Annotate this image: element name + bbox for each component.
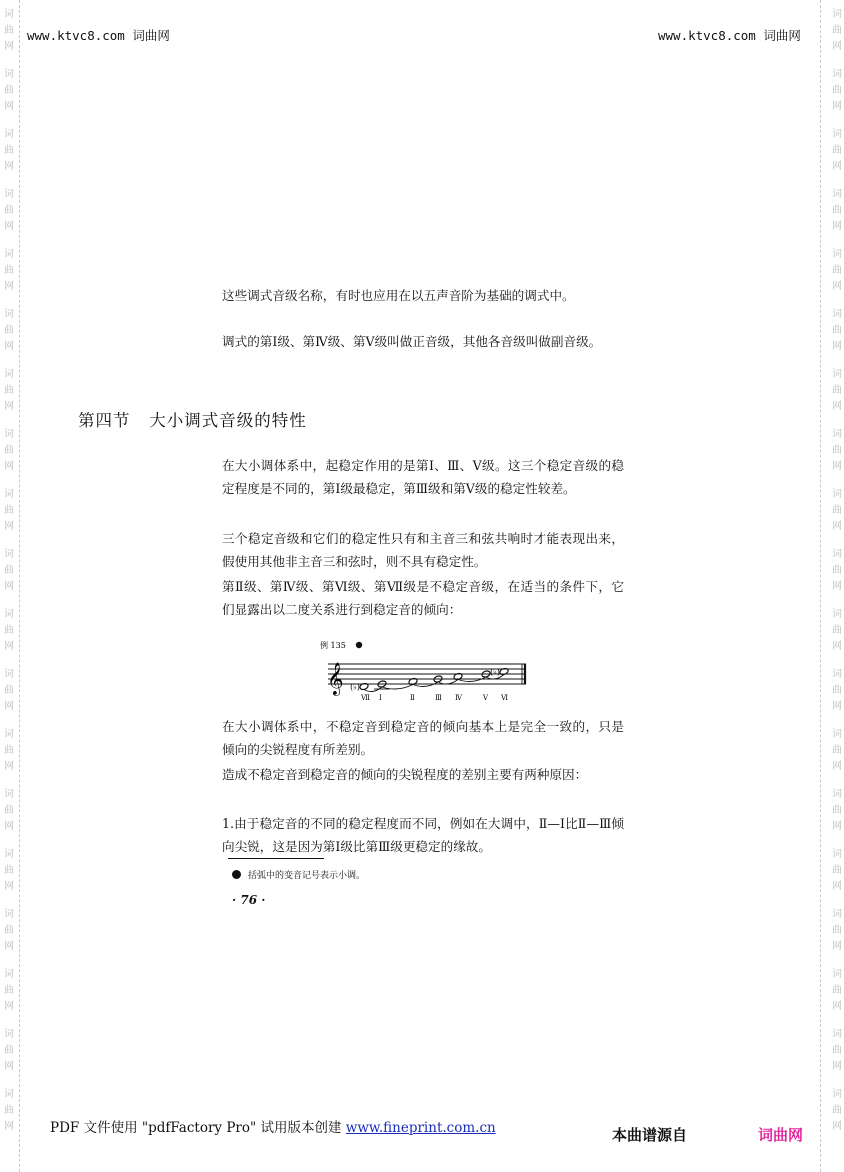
watermark-char: 曲 bbox=[4, 505, 14, 516]
watermark-char: 网 bbox=[832, 281, 842, 292]
watermark-char: 词 bbox=[832, 1089, 842, 1100]
watermark-char: 网 bbox=[4, 881, 14, 892]
watermark-char: 网 bbox=[4, 641, 14, 652]
watermark-char: 网 bbox=[832, 821, 842, 832]
watermark-char: 网 bbox=[832, 881, 842, 892]
watermark-char: 网 bbox=[832, 1061, 842, 1072]
right-watermark-column bbox=[826, 0, 844, 1172]
watermark-char: 网 bbox=[832, 521, 842, 532]
watermark-char: 曲 bbox=[832, 85, 842, 96]
header-left-url[interactable]: www.ktvc8.com bbox=[27, 28, 125, 43]
watermark-char: 曲 bbox=[4, 445, 14, 456]
watermark-char: 词 bbox=[832, 429, 842, 440]
watermark-char: 曲 bbox=[832, 145, 842, 156]
watermark-char: 网 bbox=[4, 461, 14, 472]
watermark-char: 曲 bbox=[832, 1045, 842, 1056]
degree-label: Ⅶ bbox=[361, 694, 371, 702]
paragraph-6: 在大小调体系中，不稳定音到稳定音的倾向基本上是完全一致的，只是倾向的尖锐程度有所差别。 bbox=[222, 719, 624, 757]
watermark-char: 词 bbox=[832, 249, 842, 260]
watermark-char: 曲 bbox=[4, 565, 14, 576]
header-right-url[interactable]: www.ktvc8.com bbox=[658, 28, 756, 43]
flat-accidental: (♭) bbox=[490, 667, 501, 677]
degree-label: Ⅵ bbox=[501, 694, 509, 702]
watermark-char: 词 bbox=[4, 729, 14, 740]
pdf-notice: PDF 文件使用 "pdfFactory Pro" 试用版本创建 bbox=[50, 1120, 342, 1136]
watermark-char: 网 bbox=[832, 1001, 842, 1012]
watermark-char: 网 bbox=[4, 41, 14, 52]
watermark-char: 词 bbox=[832, 369, 842, 380]
watermark-char: 曲 bbox=[4, 985, 14, 996]
watermark-char: 网 bbox=[4, 581, 14, 592]
watermark-char: 网 bbox=[832, 101, 842, 112]
treble-clef-icon: 𝄞 bbox=[327, 662, 344, 695]
watermark-char: 词 bbox=[4, 429, 14, 440]
watermark-char: 网 bbox=[4, 1001, 14, 1012]
watermark-char: 曲 bbox=[4, 1045, 14, 1056]
watermark-char: 网 bbox=[4, 281, 14, 292]
watermark-char: 网 bbox=[4, 1121, 14, 1132]
watermark-char: 词 bbox=[4, 849, 14, 860]
watermark-char: 网 bbox=[832, 581, 842, 592]
watermark-char: 网 bbox=[832, 461, 842, 472]
watermark-char: 词 bbox=[4, 249, 14, 260]
watermark-char: 词 bbox=[4, 309, 14, 320]
watermark-char: 曲 bbox=[832, 625, 842, 636]
degree-label: Ⅳ bbox=[455, 694, 462, 702]
watermark-char: 词 bbox=[832, 69, 842, 80]
watermark-char: 网 bbox=[832, 701, 842, 712]
watermark-char: 词 bbox=[4, 189, 14, 200]
watermark-char: 曲 bbox=[4, 625, 14, 636]
watermark-char: 词 bbox=[832, 909, 842, 920]
watermark-char: 词 bbox=[4, 9, 14, 20]
watermark-char: 词 bbox=[832, 729, 842, 740]
watermark-char: 曲 bbox=[4, 85, 14, 96]
watermark-char: 网 bbox=[4, 521, 14, 532]
watermark-char: 网 bbox=[832, 341, 842, 352]
paragraph-2: 调式的第Ⅰ级、第Ⅳ级、第Ⅴ级叫做正音级，其他各音级叫做副音级。 bbox=[222, 334, 602, 349]
music-example bbox=[318, 634, 530, 704]
degree-label: Ⅱ bbox=[410, 694, 415, 702]
degree-label: Ⅴ bbox=[483, 694, 489, 702]
watermark-char: 曲 bbox=[4, 865, 14, 876]
watermark-char: 词 bbox=[832, 849, 842, 860]
slur bbox=[382, 685, 413, 690]
watermark-char: 词 bbox=[4, 1089, 14, 1100]
paragraph-5: 第Ⅱ级、第Ⅳ级、第Ⅵ级、第Ⅶ级是不稳定音级，在适当的条件下，它们显露出以二度关系进行到稳定音的倾向： bbox=[222, 579, 624, 617]
watermark-char: 网 bbox=[832, 161, 842, 172]
watermark-char: 词 bbox=[4, 489, 14, 500]
watermark-char: 曲 bbox=[4, 145, 14, 156]
footnote-marker-icon bbox=[356, 642, 362, 648]
watermark-char: 网 bbox=[832, 1121, 842, 1132]
flat-accidental: (♭) bbox=[350, 682, 361, 692]
watermark-char: 词 bbox=[832, 669, 842, 680]
watermark-char: 曲 bbox=[832, 565, 842, 576]
watermark-char: 词 bbox=[832, 189, 842, 200]
watermark-char: 网 bbox=[4, 341, 14, 352]
degree-label: Ⅰ bbox=[379, 694, 382, 702]
header-left bbox=[27, 26, 170, 44]
watermark-char: 网 bbox=[832, 761, 842, 772]
paragraph-3: 在大小调体系中，起稳定作用的是第Ⅰ、Ⅲ、Ⅴ级。这三个稳定音级的稳定程度是不同的，第Ⅰ级最稳定，第Ⅲ级和第Ⅴ级的稳定性较差。 bbox=[222, 458, 624, 496]
watermark-char: 词 bbox=[4, 909, 14, 920]
watermark-char: 曲 bbox=[832, 985, 842, 996]
page-number: · 76 · bbox=[232, 893, 266, 907]
watermark-char: 网 bbox=[4, 941, 14, 952]
watermark-char: 网 bbox=[832, 41, 842, 52]
watermark-char: 网 bbox=[832, 401, 842, 412]
watermark-char: 词 bbox=[832, 489, 842, 500]
watermark-char: 词 bbox=[4, 69, 14, 80]
watermark-char: 曲 bbox=[4, 25, 14, 36]
watermark-char: 词 bbox=[4, 1029, 14, 1040]
example-label: 例 135 bbox=[320, 641, 346, 650]
watermark-char: 曲 bbox=[832, 925, 842, 936]
pdf-footer bbox=[50, 1116, 496, 1136]
watermark-char: 曲 bbox=[832, 805, 842, 816]
watermark-char: 词 bbox=[832, 309, 842, 320]
watermark-char: 曲 bbox=[832, 745, 842, 756]
paragraph-4: 三个稳定音级和它们的稳定性只有和主音三和弦共响时才能表现出来，假使用其他非主音三和弦时，则不具有稳定性。 bbox=[222, 531, 624, 569]
watermark-char: 曲 bbox=[832, 205, 842, 216]
watermark-char: 网 bbox=[4, 401, 14, 412]
watermark-char: 网 bbox=[4, 821, 14, 832]
watermark-char: 曲 bbox=[832, 385, 842, 396]
watermark-char: 词 bbox=[832, 1029, 842, 1040]
source-label: 本曲谱源自 bbox=[612, 1126, 688, 1144]
watermark-char: 词 bbox=[832, 549, 842, 560]
brand-name[interactable]: 词曲网 bbox=[758, 1126, 804, 1144]
watermark-char: 网 bbox=[4, 221, 14, 232]
watermark-char: 词 bbox=[4, 609, 14, 620]
header-right-site-name: 词曲网 bbox=[763, 28, 801, 43]
watermark-char: 词 bbox=[4, 789, 14, 800]
watermark-char: 网 bbox=[4, 761, 14, 772]
watermark-char: 词 bbox=[4, 369, 14, 380]
paragraph-7: 造成不稳定音到稳定音的倾向的尖锐程度的差别主要有两种原因： bbox=[222, 767, 588, 782]
footnote-bullet-icon bbox=[232, 870, 241, 879]
watermark-char: 词 bbox=[4, 969, 14, 980]
watermark-char: 曲 bbox=[4, 925, 14, 936]
watermark-char: 词 bbox=[4, 549, 14, 560]
degree-label: Ⅲ bbox=[435, 694, 442, 702]
left-watermark-column bbox=[0, 0, 18, 1172]
section-title: 第四节 大小调式音级的特性 bbox=[78, 411, 307, 430]
watermark-char: 词 bbox=[4, 669, 14, 680]
footnote-divider bbox=[228, 858, 324, 859]
watermark-char: 曲 bbox=[4, 745, 14, 756]
header-right bbox=[658, 26, 801, 44]
watermark-char: 曲 bbox=[832, 25, 842, 36]
watermark-char: 曲 bbox=[4, 205, 14, 216]
watermark-char: 曲 bbox=[832, 265, 842, 276]
watermark-char: 词 bbox=[832, 609, 842, 620]
watermark-char: 曲 bbox=[4, 385, 14, 396]
watermark-char: 曲 bbox=[832, 865, 842, 876]
watermark-char: 曲 bbox=[4, 325, 14, 336]
paragraph-8: 1.由于稳定音的不同的稳定程度而不同，例如在大调中，Ⅱ—Ⅰ比Ⅱ—Ⅲ倾向尖锐，这是因为第Ⅰ级比第Ⅲ级更稳定的缘故。 bbox=[222, 816, 624, 854]
watermark-char: 词 bbox=[832, 969, 842, 980]
watermark-char: 词 bbox=[832, 129, 842, 140]
watermark-char: 网 bbox=[4, 101, 14, 112]
footnote-text: 括弧中的变音记号表示小调。 bbox=[248, 871, 366, 881]
watermark-char: 网 bbox=[832, 221, 842, 232]
watermark-char: 曲 bbox=[4, 805, 14, 816]
watermark-char: 曲 bbox=[832, 445, 842, 456]
paragraph-1: 这些调式音级名称，有时也应用在以五声音阶为基础的调式中。 bbox=[222, 288, 575, 303]
notes bbox=[350, 667, 509, 691]
watermark-char: 曲 bbox=[832, 1105, 842, 1116]
watermark-char: 词 bbox=[832, 9, 842, 20]
watermark-char: 网 bbox=[4, 161, 14, 172]
watermark-char: 网 bbox=[832, 941, 842, 952]
watermark-char: 网 bbox=[4, 1061, 14, 1072]
watermark-char: 曲 bbox=[4, 265, 14, 276]
watermark-char: 曲 bbox=[4, 685, 14, 696]
fineprint-link[interactable]: www.fineprint.com.cn bbox=[345, 1120, 496, 1136]
degree-labels bbox=[360, 694, 508, 702]
watermark-char: 词 bbox=[4, 129, 14, 140]
watermark-char: 曲 bbox=[832, 505, 842, 516]
watermark-char: 词 bbox=[832, 789, 842, 800]
watermark-char: 曲 bbox=[832, 325, 842, 336]
header-left-site-name: 词曲网 bbox=[132, 28, 170, 43]
watermark-char: 曲 bbox=[4, 1105, 14, 1116]
watermark-char: 曲 bbox=[832, 685, 842, 696]
watermark-char: 网 bbox=[4, 701, 14, 712]
watermark-char: 网 bbox=[832, 641, 842, 652]
